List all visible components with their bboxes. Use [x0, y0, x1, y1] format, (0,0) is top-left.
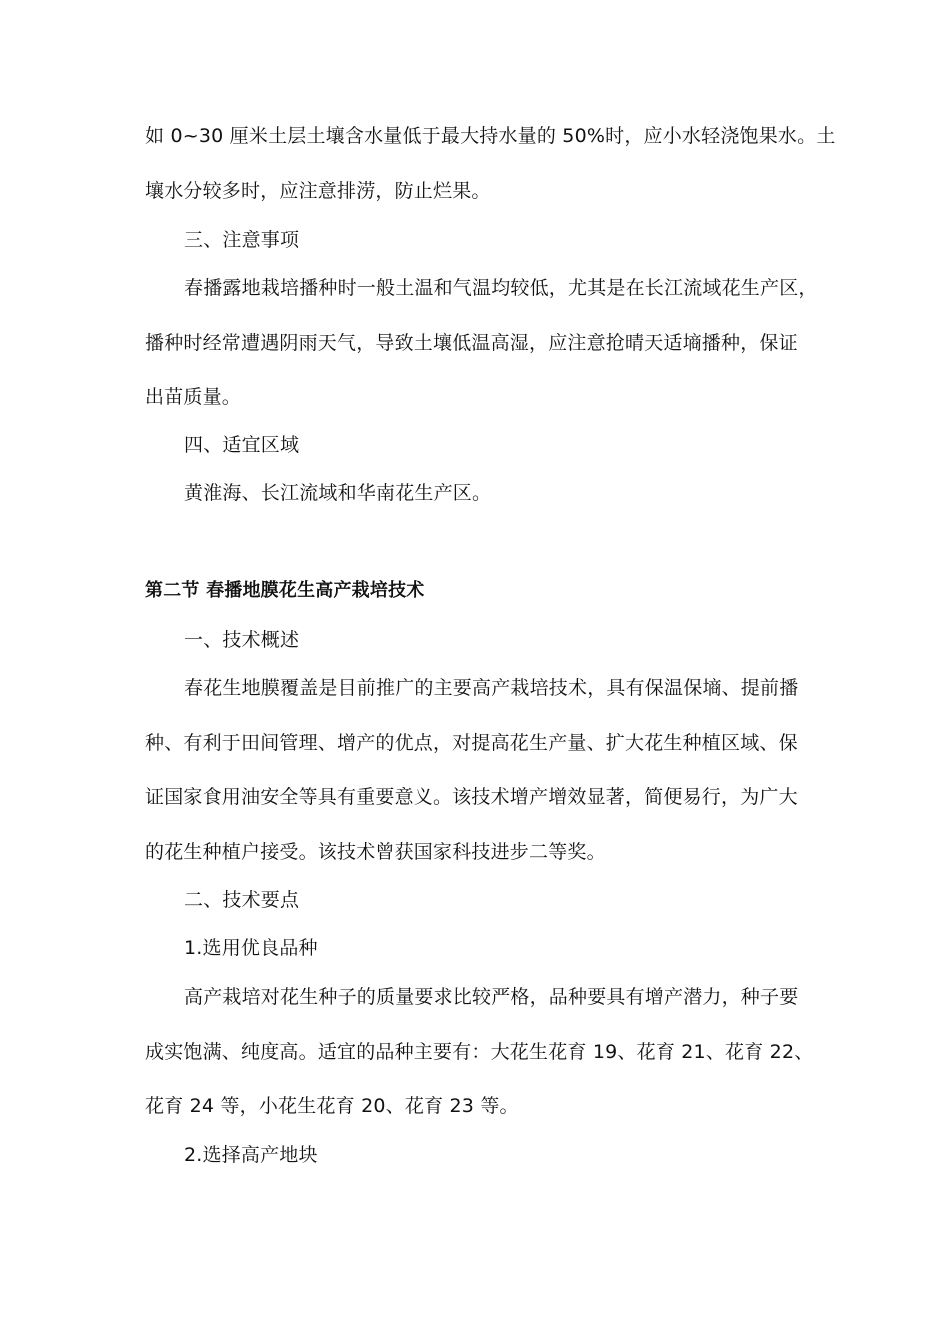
- chapter-heading: 第二节 春播地膜花生高产栽培技术: [145, 580, 425, 601]
- body-text-line: 种、有利于田间管理、增产的优点，对提高花生产量、扩大花生种植区域、保: [145, 732, 798, 754]
- body-text-line: 证国家食用油安全等具有重要意义。该技术增产增效显著，简便易行，为广大: [145, 786, 798, 808]
- body-text-line: 春花生地膜覆盖是目前推广的主要高产栽培技术，具有保温保墒、提前播: [184, 677, 799, 699]
- body-text-line: 出苗质量。: [145, 386, 242, 408]
- subsection-heading: 1.选用优良品种: [184, 937, 318, 959]
- section-heading: 三、注意事项: [184, 229, 300, 251]
- section-heading: 四、适宜区域: [184, 434, 300, 456]
- body-text-line: 壤水分较多时，应注意排涝，防止烂果。: [145, 180, 491, 202]
- body-text-line: 的花生种植户接受。该技术曾获国家科技进步二等奖。: [145, 841, 606, 863]
- body-text-line: 高产栽培对花生种子的质量要求比较严格，品种要具有增产潜力，种子要: [184, 986, 799, 1008]
- body-text-line: 如 0~30 厘米土层土壤含水量低于最大持水量的 50%时，应小水轻浇饱果水。土: [145, 125, 836, 147]
- body-text-line: 春播露地栽培播种时一般土温和气温均较低，尤其是在长江流域花生产区，: [184, 277, 818, 299]
- body-text-line: 成实饱满、纯度高。适宜的品种主要有：大花生花育 19、花育 21、花育 22、: [145, 1041, 814, 1063]
- subsection-heading: 2.选择高产地块: [184, 1144, 318, 1166]
- body-text-line: 播种时经常遭遇阴雨天气，导致土壤低温高湿，应注意抢晴天适墒播种，保证: [145, 332, 798, 354]
- section-heading: 一、技术概述: [184, 629, 300, 651]
- body-text-line: 黄淮海、长江流域和华南花生产区。: [184, 482, 492, 504]
- section-heading: 二、技术要点: [184, 889, 300, 911]
- body-text-line: 花育 24 等，小花生花育 20、花育 23 等。: [145, 1095, 519, 1117]
